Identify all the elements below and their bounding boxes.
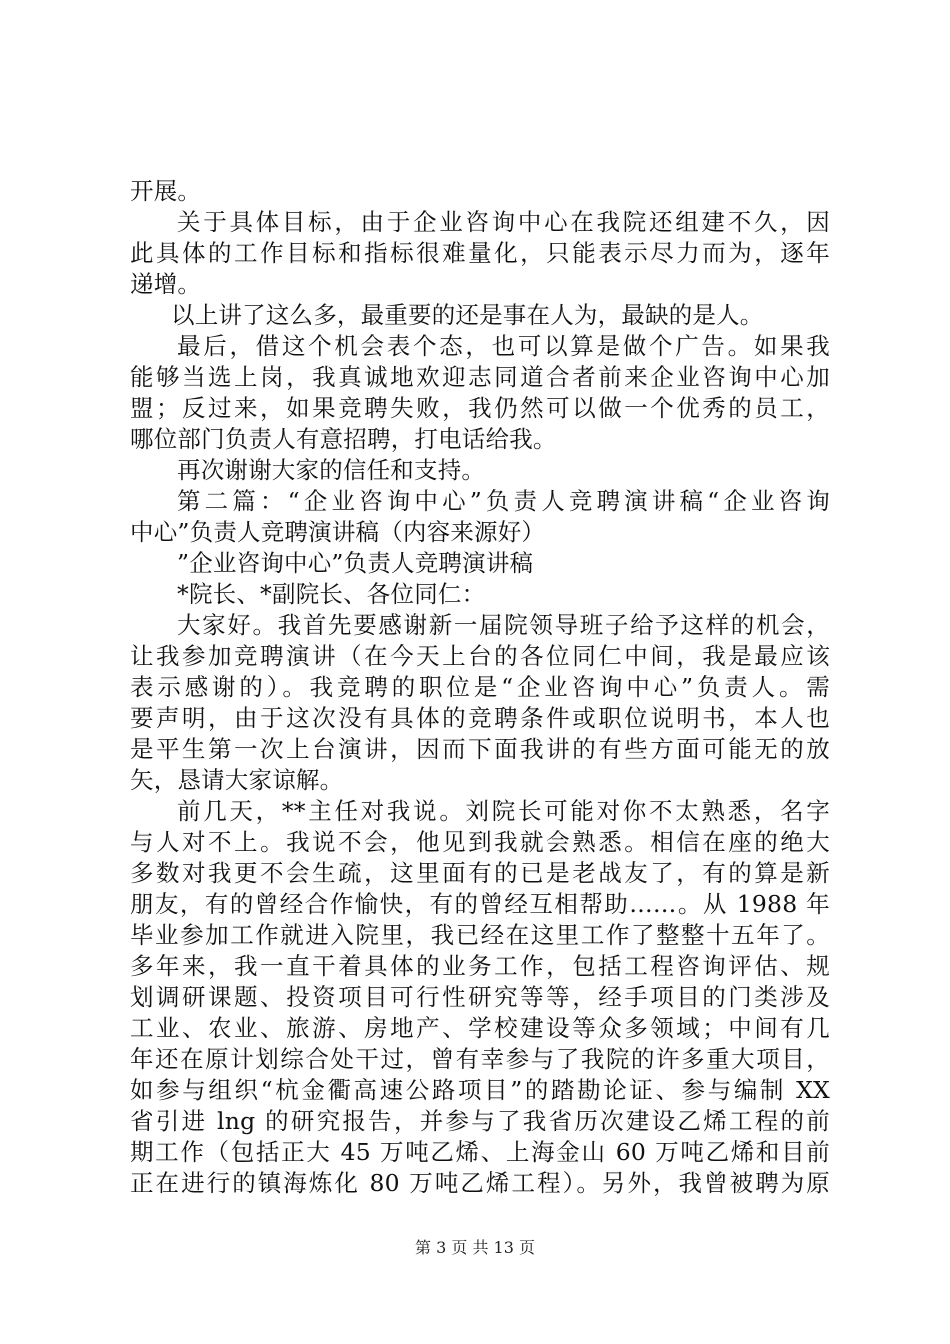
- text-line: 哪位部门负责人有意招聘，打电话给我。: [130, 425, 557, 453]
- page-number-footer: 第 3 页 共 13 页: [415, 1238, 535, 1257]
- text-line: 多年来，我一直干着具体的业务工作，包括工程咨询评估、规: [130, 952, 830, 980]
- text-line: 矢，恳请大家谅解。: [130, 766, 344, 794]
- text-line: 前几天，**主任对我说。刘院长可能对你不太熟悉，名字: [177, 797, 830, 825]
- text-line: 与人对不上。我说不会，他见到我就会熟悉。相信在座的绝大: [130, 828, 830, 856]
- text-line: 表示感谢的）。我竞聘的职位是“企业咨询中心”负责人。需: [130, 673, 830, 701]
- text-line: ”企业咨询中心”负责人竞聘演讲稿: [177, 549, 534, 577]
- text-line: 递增。: [130, 270, 202, 298]
- text-line: 如参与组织“杭金衢高速公路项目”的踏勘论证、参与编制 XX: [130, 1076, 830, 1104]
- text-line: 中心”负责人竞聘演讲稿（内容来源好）: [130, 518, 546, 546]
- text-line: 年还在原计划综合处干过，曾有幸参与了我院的许多重大项目，: [130, 1045, 830, 1073]
- text-line: 工业、农业、旅游、房地产、学校建设等众多领域；中间有几: [130, 1014, 830, 1042]
- text-line: 大家好。我首先要感谢新一届院领导班子给予这样的机会，: [177, 611, 830, 639]
- text-line: 多数对我更不会生疏，这里面有的已是老战友了，有的算是新: [130, 859, 830, 887]
- text-line: 此具体的工作目标和指标很难量化，只能表示尽力而为，逐年: [130, 239, 830, 267]
- text-line: *院长、*副院长、各位同仁：: [177, 580, 486, 608]
- text-line: 朋友，有的曾经合作愉快，有的曾经互相帮助……。从 1988 年: [130, 890, 830, 918]
- text-line: 能够当选上岗，我真诚地欢迎志同道合者前来企业咨询中心加: [130, 363, 830, 391]
- text-line: 毕业参加工作就进入院里，我已经在这里工作了整整十五年了。: [130, 921, 830, 949]
- text-line: 再次谢谢大家的信任和支持。: [177, 456, 486, 484]
- text-line: 第二篇：“企业咨询中心”负责人竞聘演讲稿“企业咨询: [177, 487, 830, 515]
- text-line: 正在进行的镇海炼化 80 万吨乙烯工程）。另外，我曾被聘为原: [130, 1169, 830, 1197]
- text-line: 以上讲了这么多，最重要的还是事在人为，最缺的是人。: [171, 301, 764, 329]
- text-line: 省引进 lng 的研究报告，并参与了我省历次建设乙烯工程的前: [130, 1107, 830, 1135]
- text-line: 要声明，由于这次没有具体的竞聘条件或职位说明书，本人也: [130, 704, 830, 732]
- document-body: [130, 176, 830, 1199]
- text-line: 盟；反过来，如果竞聘失败，我仍然可以做一个优秀的员工，: [130, 394, 830, 422]
- text-line: 最后，借这个机会表个态，也可以算是做个广告。如果我: [177, 332, 830, 360]
- text-line: 是平生第一次上台演讲，因而下面我讲的有些方面可能无的放: [130, 735, 830, 763]
- text-line: 让我参加竞聘演讲（在今天上台的各位同仁中间，我是最应该: [130, 642, 830, 670]
- text-line: 关于具体目标，由于企业咨询中心在我院还组建不久，因: [177, 208, 830, 236]
- text-line: 划调研课题、投资项目可行性研究等等，经手项目的门类涉及: [130, 983, 830, 1011]
- text-line: 开展。: [130, 177, 202, 205]
- text-line: 期工作（包括正大 45 万吨乙烯、上海金山 60 万吨乙烯和目前: [130, 1138, 830, 1166]
